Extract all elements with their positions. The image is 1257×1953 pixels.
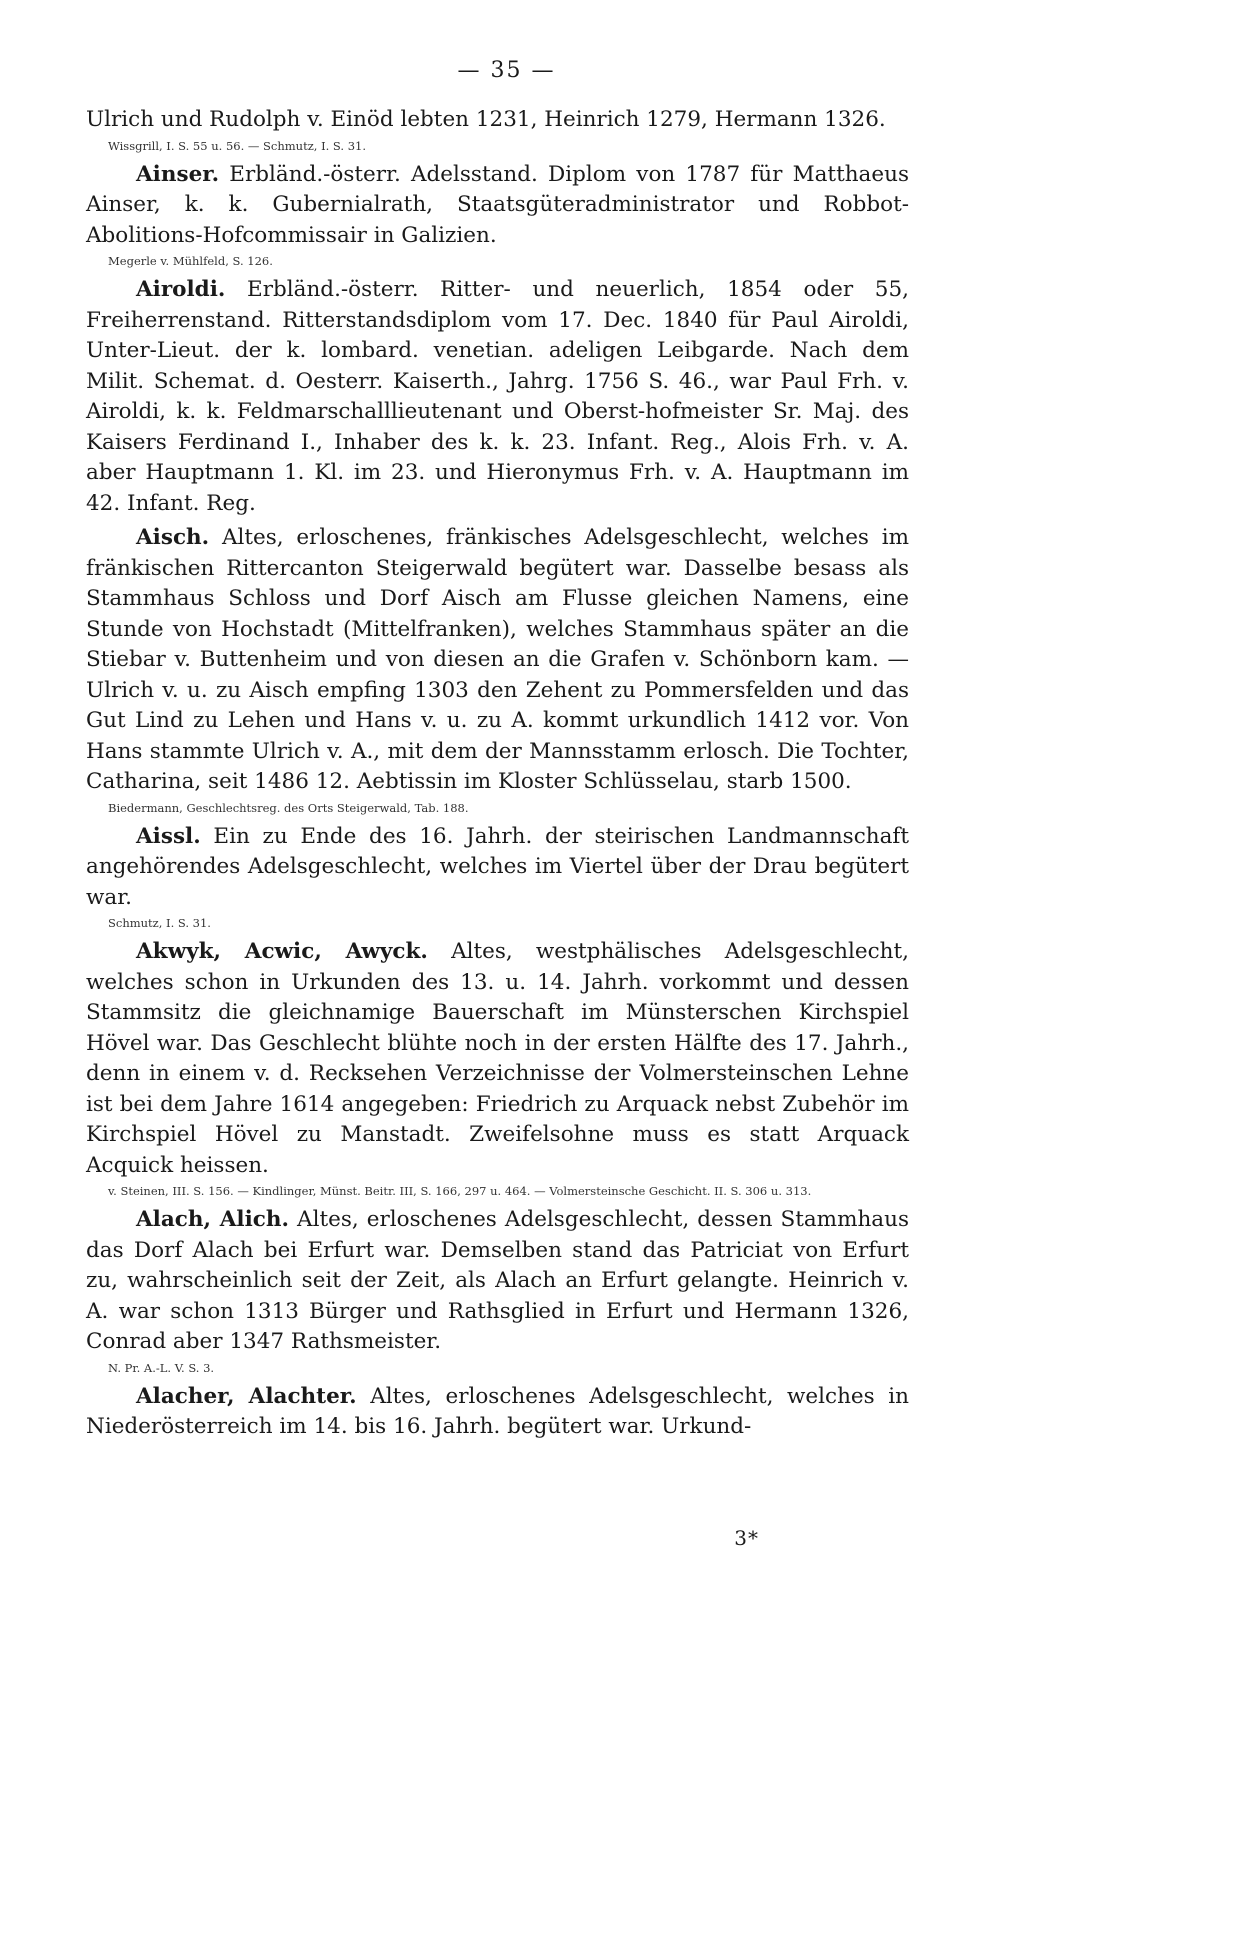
intro-source: Wissgrill, I. S. 55 u. 56. — Schmutz, I. S. 31.: [108, 138, 366, 153]
page-number: — 35 —: [457, 58, 556, 83]
entry-akwyk: [86, 937, 909, 1199]
entry-source: v. Steinen, III. S. 156. — Kindlinger, Münst. Beitr. III, S. 166, 297 u. 464. — Volmersteinsche Geschicht. II. S. 306 u. 313.: [108, 1184, 812, 1198]
entry-head: Akwyk, Acwic, Awyck.: [136, 939, 428, 964]
entry-text: Altes, erloschenes Adelsgeschlecht, welches in Niederösterreich im 14. bis 16. Jahrh. begütert war. Urkund-: [86, 1383, 909, 1439]
entry-alach: [86, 1205, 909, 1376]
entry-text: Altes, erloschenes Adelsgeschlecht, dessen Stammhaus das Dorf Alach bei Erfurt war. Demselben stand das Patriciat von Erfurt zu, wahrscheinlich seit der Zeit, als Alach an Erfurt gelangte. Heinrich v. A. war schon 1313 Bürger und Rathsglied in Erfurt und Hermann 1326, Conrad aber 1347 Rathsmeister.: [86, 1207, 910, 1354]
entry-aissl: [86, 822, 909, 932]
entry-source: Schmutz, I. S. 31.: [108, 916, 211, 930]
entry-text: Erbländ.-österr. Ritter- und neuerlich, 1854 oder 55, Freiherrenstand. Ritterstandsdiplom vom 17. Dec. 1840 für Paul Airoldi, Unter-Lieut. der k. lombard. venetian. adeligen Leibgarde. Nach dem Milit. Schemat. d. Oesterr. Kaiserth., Jahrg. 1756 S. 46., war Paul Frh. v. Airoldi, k. k. Feldmarschalllieutenant und Oberst-hofmeister Sr. Maj. des Kaisers Ferdinand I., Inhaber des k. k. 23. Infant. Reg., Alois Frh. v. A. aber Hauptmann 1. Kl. im 23. und Hieronymus Frh. v. A. Hauptmann im 42. Infant. Reg.: [86, 277, 909, 516]
signature-mark: 3*: [734, 1526, 759, 1550]
entry-head: Ainser.: [136, 161, 220, 187]
entry-head: Alach, Alich.: [136, 1207, 289, 1232]
entry-text: Ein zu Ende des 16. Jahrh. der steirischen Landmannschaft angehörendes Adelsgeschlecht, welches im Viertel über der Drau begütert war.: [86, 823, 910, 910]
intro-paragraph: Ulrich und Rudolph v. Einöd lebten 1231, Heinrich 1279, Hermann 1326.: [86, 107, 886, 132]
entry-text: Erbländ.-österr. Adelsstand. Diplom von 1787 für Matthaeus Ainser, k. k. Gubernialrath, Staatsgüteradministrator und Robbot-Abolitions-Hofcommissair in Galizien.: [86, 161, 909, 248]
entry-head: Aissl.: [136, 823, 201, 849]
entry-head: Aisch.: [136, 525, 210, 550]
entry-head: Alacher, Alachter.: [136, 1383, 357, 1409]
entry-aisch: [86, 523, 909, 816]
entry-airoldi: [86, 275, 909, 519]
entry-source: Biedermann, Geschlechtsreg. des Orts Steigerwald, Tab. 188.: [108, 800, 469, 815]
entry-head: Airoldi.: [136, 277, 226, 302]
entry-text: Altes, westphälisches Adelsgeschlecht, welches schon in Urkunden des 13. u. 14. Jahrh. vorkommt und dessen Stammsitz die gleichnamige Bauerschaft im Münsterschen Kirchspiel Hövel war. Das Geschlecht blühte noch in der ersten Hälfte des 17. Jahrh., denn in einem v. d. Recksehen Verzeichnisse der Volmersteinschen Lehne ist bei dem Jahre 1614 angegeben: Friedrich zu Arquack nebst Zubehör im Kirchspiel Hövel zu Manstadt. Zweifelsohne muss es statt Arquack Acquick heissen.: [86, 939, 909, 1178]
entry-alacher: [86, 1382, 909, 1443]
entry-source: N. Pr. A.-L. V. S. 3.: [108, 1360, 215, 1375]
entry-ainser: [86, 160, 909, 270]
entry-source: Megerle v. Mühlfeld, S. 126.: [108, 254, 273, 268]
entry-text: Altes, erloschenes, fränkisches Adelsgeschlecht, welches im fränkischen Rittercanton Steigerwald begütert war. Dasselbe besass als Stammhaus Schloss und Dorf Aisch am Flusse gleichen Namens, eine Stunde von Hochstadt (Mittelfranken), welches Stammhaus später an die Stiebar v. Buttenheim und von diesen an die Grafen v. Schönborn kam. — Ulrich v. u. zu Aisch empfing 1303 den Zehent zu Pommersfelden und das Gut Lind zu Lehen und Hans v. u. zu A. kommt urkundlich 1412 vor. Von Hans stammte Ulrich v. A., mit dem der Mannsstamm erlosch. Die Tochter, Catharina, seit 1486 12. Aebtissin im Kloster Schlüsselau, starb 1500.: [86, 525, 909, 794]
